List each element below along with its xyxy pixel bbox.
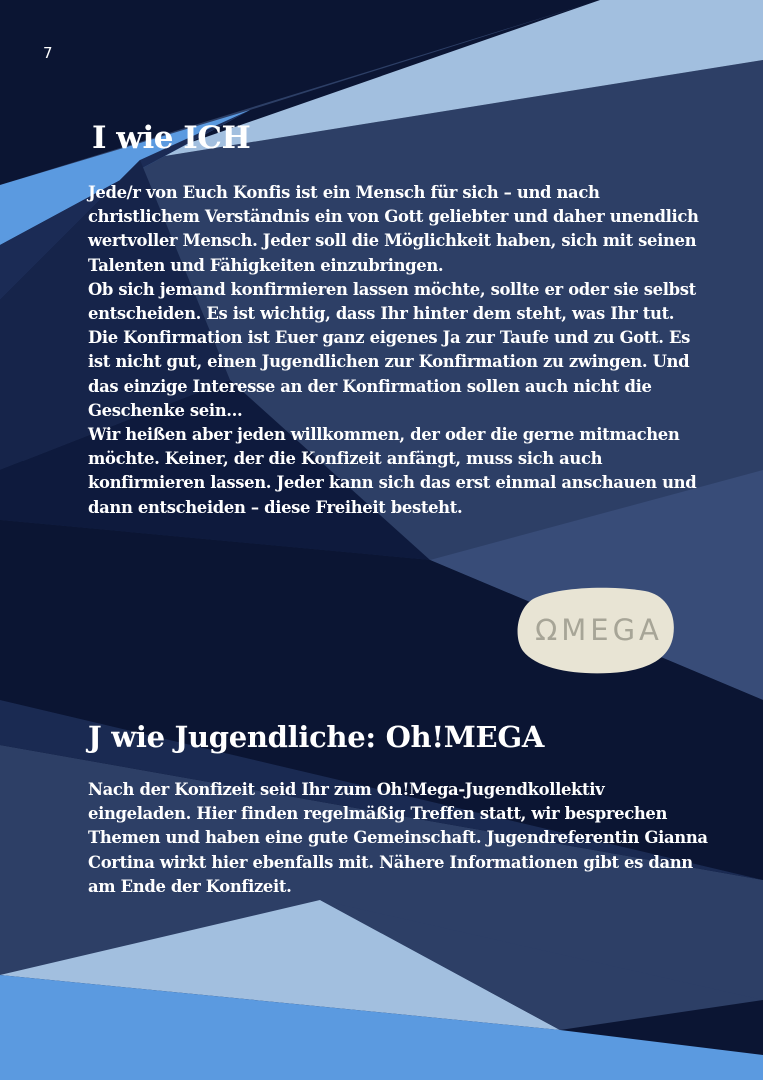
paragraph: Jede/r von Euch Konfis ist ein Mensch für sich – und nach christlichem Verständnis ein von Gott geliebter und daher unendlich wertvoller Mensch. Jeder soll die Möglichkeit haben, sich mit seinen Talenten und Fähigkeiten einzubringen. (88, 183, 699, 275)
section-title-i: I wie ICH (92, 120, 251, 156)
paragraph: Nach der Konfizeit seid Ihr zum Oh!Mega-Jugendkollektiv eingeladen. Hier finden regelmäßig Treffen statt, wir besprechen Themen und haben eine gute Gemeinschaft. Jugendreferentin Gianna Cortina wirkt hier ebenfalls mit. Nähere Informationen gibt es dann am Ende der Konfizeit. (88, 780, 708, 896)
section-title-j: J wie Jugendliche: Oh!MEGA (88, 720, 545, 754)
page-number: 7 (43, 44, 53, 62)
paragraph: Die Konfirmation ist Euer ganz eigenes Ja zur Taufe und zu Gott. Es ist nicht gut, einen Jugendlichen zur Konfirmation zu zwingen. Und das einzige Interesse an der Konfirmation sollen auch nicht die Geschenke sein... (88, 328, 690, 420)
logo-text: ΩMEGA (535, 613, 663, 647)
omega-logo (515, 585, 677, 675)
paragraph: Ob sich jemand konfirmieren lassen möchte, sollte er oder sie selbst entscheiden. Es ist wichtig, dass Ihr hinter dem steht, was Ihr tut. (88, 279, 696, 324)
paragraph: Wir heißen aber jeden willkommen, der oder die gerne mitmachen möchte. Keiner, der die Konfizeit anfängt, muss sich auch konfirmieren lassen. Jeder kann sich das erst einmal anschauen und dann entscheiden – diese Freiheit besteht. (88, 425, 697, 517)
section-body-j (88, 778, 708, 899)
section-body-i (88, 181, 708, 520)
